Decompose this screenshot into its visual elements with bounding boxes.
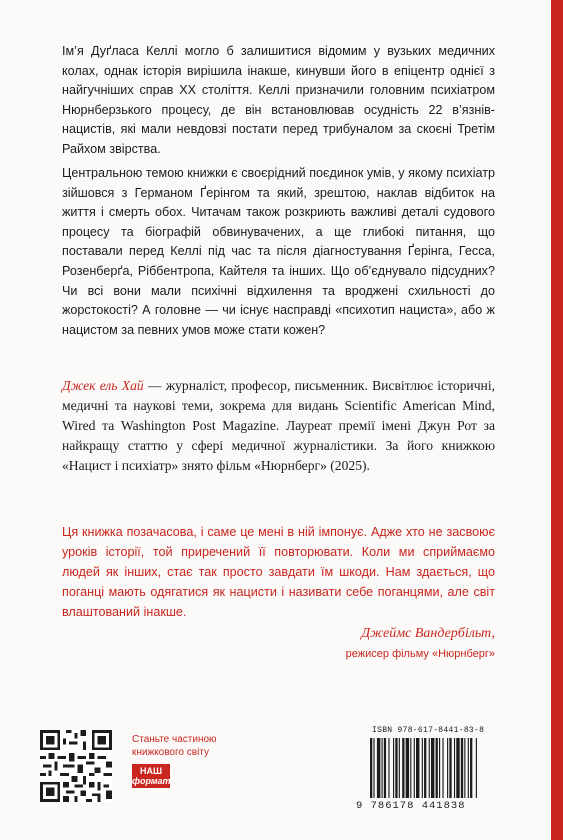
qr-code-icon[interactable]	[40, 730, 112, 802]
quote-author: Джеймс Вандербільт,	[361, 626, 495, 641]
barcode-bar	[373, 738, 374, 798]
barcode-bar	[454, 738, 455, 798]
review-quote: Ця книжка позачасова, і саме це мені в ній імпонує. Адже хто не засвоює уроків історії, той приречений її повторювати. Коли ми сприймаємо людей як інших, стає так просто завдати їм шкоди. Нам здається, що поганці мають одягатися як нацисти і називати себе поганцями, але світ влаштований інакше.	[62, 525, 495, 619]
barcode	[366, 738, 516, 798]
barcode-bar	[449, 738, 451, 798]
publisher-logo-top: НАШ	[139, 766, 163, 776]
barcode-bar	[384, 738, 386, 798]
isbn-label: ISBN 978-617-8441-83-8	[372, 726, 485, 735]
barcode-bar	[395, 738, 397, 798]
barcode-bar	[377, 738, 380, 798]
red-spine-edge	[551, 0, 563, 840]
barcode-bar	[476, 738, 477, 798]
description-paragraph-1: Ім’я Дуґласа Келлі могло б залишитися відомим у вузьких медичних колах, однак історія вирішила інакше, кинувши його в епіцентр однієї з найгучніших справ ХХ століття. Келлі призначили головним психіатром Нюрнберзького процесу, де він встановлював осудність 22 в’язнів-нацистів, які мали невдовзі постати перед трибуналом за скоєні Третім Райхом звірства.	[62, 44, 495, 156]
barcode-bar	[468, 738, 469, 798]
publisher-logo	[132, 764, 170, 788]
barcode-bar	[416, 738, 419, 798]
author-bio	[62, 376, 495, 476]
barcode-bar	[470, 738, 472, 798]
barcode-bar	[461, 738, 463, 798]
barcode-bar	[447, 738, 448, 798]
publisher-logo-bottom: формат	[132, 776, 171, 786]
club-slogan-line-2: книжкового світу	[132, 747, 209, 758]
barcode-bar	[410, 738, 411, 798]
barcode-bar	[382, 738, 383, 798]
author-bio-text: — журналіст, професор, письменник. Висвітлює історичні, медичні та наукові теми, зокрема для видань Scientific American Mind, Wired та Washington Post Magazine. Лауреат премії імені Джун Рот за найкращу статтю у сфері медичної журналістики. За його книжкою «Нацист і психіатр» знято фільм «Нюрнберг» (2025).	[62, 378, 495, 473]
barcode-bar	[422, 738, 423, 798]
barcode-bar	[442, 738, 443, 798]
club-slogan-line-1: Станьте частиною	[132, 734, 217, 745]
barcode-bar	[424, 738, 426, 798]
barcode-bar	[402, 738, 404, 798]
barcode-bar	[439, 738, 440, 798]
barcode-bar	[464, 738, 465, 798]
barcode-bar	[399, 738, 400, 798]
barcode-bar	[388, 738, 389, 798]
barcode-bar	[429, 738, 430, 798]
barcode-bar	[436, 738, 438, 798]
barcode-bar	[370, 738, 372, 798]
club-slogan	[132, 733, 217, 759]
quote-author-role: режисер фільму «Нюрнберг»	[345, 648, 495, 660]
barcode-bar	[393, 738, 394, 798]
description-paragraph-2: Центральною темою книжки є своєрідний поєдинок умів, у якому психіатр зійшовся з Германом Ґерінгом та який, зрештою, наклав відбиток на життя і смерть обох. Читачам також розкриють важливі деталі судового процесу та біографій обвинувачених, а ще глибокі питання, що поставали перед Келлі під час та після діагностування Ґерінга, Гесса, Розенберґа, Ріббентропа, Кайтеля та інших. Що об’єднувало підсудних? Чи всі вони мали психічні відхилення та вроджені схильності до жорстокості? А головне — чи існує насправді «психотип нациста», або ж нацистом за певних умов може стати кожен?	[62, 166, 495, 337]
author-name: Джек ель Хай	[62, 378, 144, 393]
barcode-bar	[456, 738, 459, 798]
barcode-bar	[414, 738, 415, 798]
barcode-number: 9 786178 441838	[356, 800, 466, 812]
barcode-bar	[406, 738, 409, 798]
barcode-bar	[431, 738, 434, 798]
